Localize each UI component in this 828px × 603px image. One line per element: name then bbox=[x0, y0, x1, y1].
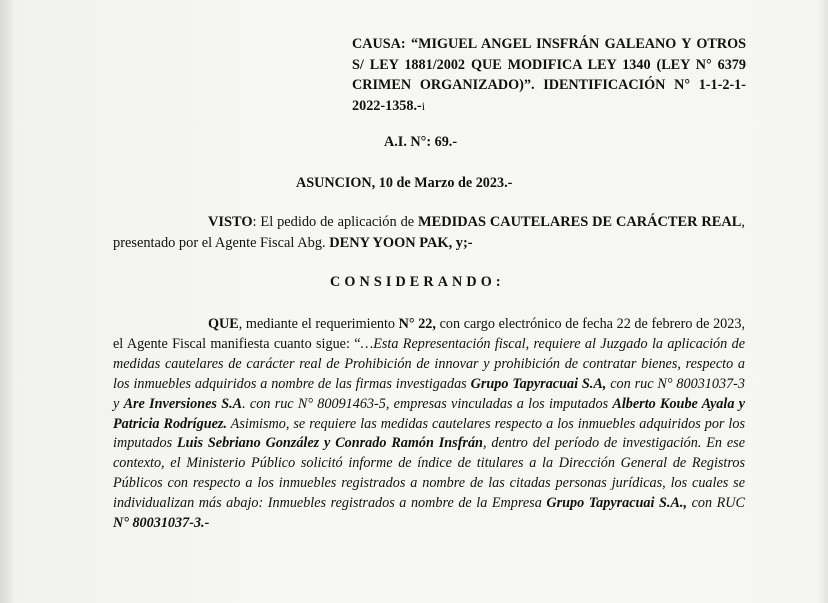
que-text-1: , mediante el requerimiento bbox=[238, 316, 399, 332]
que-accused-1: Alberto Koube Ayala y Patricia Rodríguez. bbox=[113, 395, 745, 432]
visto-paragraph bbox=[113, 212, 745, 254]
que-company-1: Grupo Tapyracuai S.A, bbox=[470, 375, 607, 392]
visto-text-2: , presentado por el Agente Fiscal Abg. bbox=[113, 214, 745, 251]
visto-fiscal-name: DENY YOON PAK, y;- bbox=[329, 235, 473, 251]
que-quote-4: Asimismo, se requiere las medidas cautelares respecto a los inmuebles adquiridos por los imputados bbox=[113, 415, 745, 452]
que-paragraph bbox=[113, 315, 745, 534]
que-ruc-number: N° 80031037-3.- bbox=[113, 515, 210, 532]
date-line: ASUNCION, 10 de Marzo de 2023.- bbox=[296, 175, 513, 191]
page-left-shadow bbox=[0, 0, 14, 603]
case-title bbox=[352, 34, 746, 116]
que-accused-2: Luis Sebriano González y Conrado Ramón Insfrán bbox=[177, 435, 483, 452]
visto-label: VISTO bbox=[208, 214, 253, 230]
que-label: QUE bbox=[208, 316, 239, 332]
case-title-suffix: i bbox=[421, 98, 426, 113]
que-quote-2: con ruc N° 80031037-3 y bbox=[113, 375, 745, 412]
page-right-shadow bbox=[818, 0, 828, 603]
que-company-2: Are Inversiones S.A bbox=[123, 395, 243, 412]
que-quote-1: …Esta Representación fiscal, requiere al Juzgado la aplicación de medidas cautelares de carácter real de Prohibición de innovar y prohibición de contratar bienes, respecto a los inmuebles adquiridos a nombre de las firmas investigadas bbox=[113, 335, 745, 392]
visto-text-1: : El pedido de aplicación de bbox=[252, 214, 419, 230]
resolution-number: A.I. N°: 69.- bbox=[384, 134, 458, 150]
que-requirement-number: N° 22, bbox=[398, 316, 436, 332]
que-quote-5: , dentro del período de investigación. En ese contexto, el Ministerio Público solicitó informe de índice de titulares a la Dirección General de Registros Públicos con respecto a los inmuebles registrados a nombre de las citadas personas jurídicas, los cuales se individualizan más abajo: Inmuebles registrados a nombre de la Empresa bbox=[113, 435, 745, 512]
considerando-heading: CONSIDERANDO: bbox=[330, 274, 505, 290]
que-quote-3: . con ruc N° 80091463-5, empresas vinculadas a los imputados bbox=[242, 395, 613, 412]
que-quote-6: con RUC bbox=[687, 495, 745, 512]
que-company-3: Grupo Tapyracuai S.A., bbox=[546, 495, 688, 512]
case-title-text: CAUSA: “MIGUEL ANGEL INSFRÁN GALEANO Y OTROS S/ LEY 1881/2002 QUE MODIFICA LEY 1340 (LEY N° 6379 CRIMEN ORGANIZADO)”. IDENTIFICACIÓN N° 1-1-2-1-2022-1358.- bbox=[352, 36, 746, 114]
visto-measures: MEDIDAS CAUTELARES DE CARÁCTER REAL bbox=[418, 214, 742, 230]
que-text-2: con cargo electrónico de fecha 22 de febrero de 2023, el Agente Fiscal manifiesta cuanto sigue: “ bbox=[113, 316, 745, 352]
